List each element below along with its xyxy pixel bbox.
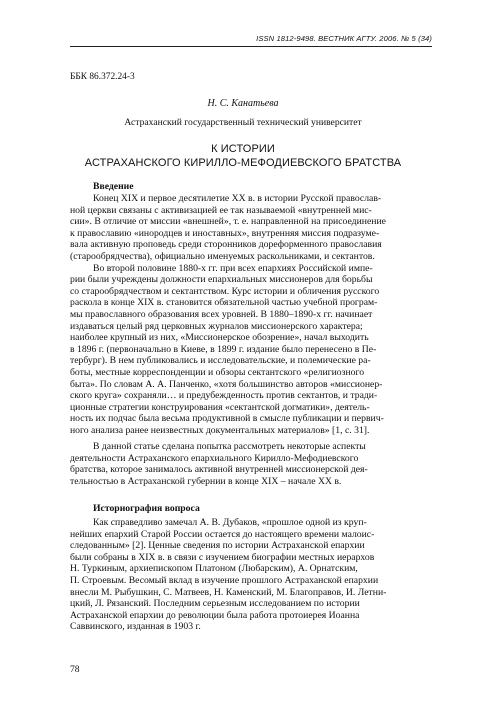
text-line: деятельности Астраханского епархиального Кирилло-Мефодиевского (70, 453, 359, 464)
text-line: Саввинского, изданная в 1903 г. (70, 621, 201, 632)
text-line: Астраханской епархии до революции была работа протоиерея Иоанна (70, 610, 360, 621)
author-affiliation: Астраханский государственный технический университет (124, 117, 362, 128)
text-line: Конец XIX и первое десятилетие XX в. в истории Русской православ- (93, 193, 382, 204)
text-line: ность их подчас была весьма продуктивной в смысле публикации и первич- (70, 413, 384, 424)
text-line: были собраны в XIX в. в связи с изучением биографии местных иерархов (70, 552, 375, 563)
text-line: наиболее крупный из них, «Миссионерское обозрение», начал выходить (70, 332, 369, 343)
section-heading-intro: Введение (93, 181, 134, 192)
text-line: внесли М. Рыбушкин, С. Матвеев, Н. Каменский, М. Благоправов, И. Летни- (70, 587, 387, 598)
article-title-line: АСТРАХАНСКОГО КИРИЛЛО-МЕФОДИЕВСКОГО БРАТСТВА (84, 157, 402, 169)
text-line: ского круга» сохраняли… и предубежденность против сектантов, и тради- (70, 390, 378, 401)
text-line: сии». В отличие от миссии «внешней», т. е. направленной на присоединение (70, 216, 386, 227)
section-heading-historiography: Историография вопроса (93, 503, 200, 514)
author-name: Н. С. Канатьева (207, 98, 279, 109)
text-line: быта». По словам А. А. Панченко, «хотя большинство авторов «миссионер- (70, 379, 383, 390)
bbk-code: ББК 86.372.24-3 (70, 72, 135, 82)
text-line: В данной статье сделана попытка рассмотреть некоторые аспекты (93, 441, 366, 452)
text-line: ного анализа ранее неизвестных документальных материалов» [1, с. 31]. (70, 425, 370, 436)
text-line: боты, местные корреспонденции и обзоры сектантского «религиозного (70, 367, 365, 378)
text-line: раскола в конце XIX в. становится обязательной частью учебной програм- (70, 297, 378, 308)
text-line: Во второй половине 1880-х гг. при всех епархиях Российской импе- (93, 263, 373, 274)
text-line: Н. Туркиным, архиепископом Платоном (Любарским), А. Орнатским, (70, 563, 358, 574)
text-line: (старообрядчества), официально именуемых раскольниками, и сектантов. (70, 251, 375, 262)
text-line: в 1896 г. (первоначально в Киеве, в 1899 г. издание было перенесено в Пе- (70, 344, 377, 355)
text-line: цкий, Л. Рязанский. Последним серьезным исследованием по истории (70, 598, 360, 609)
text-line: П. Строевым. Весомый вклад в изучение прошлого Астраханской епархии (70, 575, 379, 586)
text-line: Как справедливо замечал А. В. Дубаков, «прошлое одной из круп- (93, 517, 367, 528)
text-line: братства, которое занималось активной внутренней миссионерской дея- (70, 464, 368, 475)
text-line: тербург). В нем публиковались и исследовательские, и полемические ра- (70, 355, 371, 366)
page-number: 78 (70, 664, 80, 675)
text-line: ной церкви связаны с активизацией ее так называемой «внутренней мис- (70, 205, 372, 216)
text-line: нейших епархий Старой России остается до настоящего времени малоис- (70, 529, 375, 540)
text-line: издаваться целый ряд церковных журналов миссионерского характера; (70, 321, 363, 332)
article-title-line: К ИСТОРИИ (211, 143, 275, 155)
journal-header: ISSN 1812-9498. ВЕСТНИК АГТУ. 2006. № 5 (34) (256, 34, 432, 43)
text-line: вала активную проповедь среди сторонников дореформенного православия (70, 239, 382, 250)
text-line: со старообрядчеством и сектантством. Курс истории и обличения русского (70, 286, 380, 297)
header-rule (70, 46, 432, 47)
text-line: ционные стратегии конструирования «сектантской догматики», деятель- (70, 402, 370, 413)
text-line: рии были учреждены должности епархиальных миссионеров для борьбы (70, 274, 373, 285)
text-line: следованным» [2]. Ценные сведения по истории Астраханской епархии (70, 540, 365, 551)
text-line: тельностью в Астраханской губернии в конце XIX – начале XX в. (70, 476, 342, 487)
article-title (0, 142, 486, 170)
text-line: к православию «инородцев и иноставных», внутренняя миссия подразуме- (70, 228, 380, 239)
text-line: мы православного образования всех уровней. В 1880–1890-х гг. начинает (70, 309, 373, 320)
